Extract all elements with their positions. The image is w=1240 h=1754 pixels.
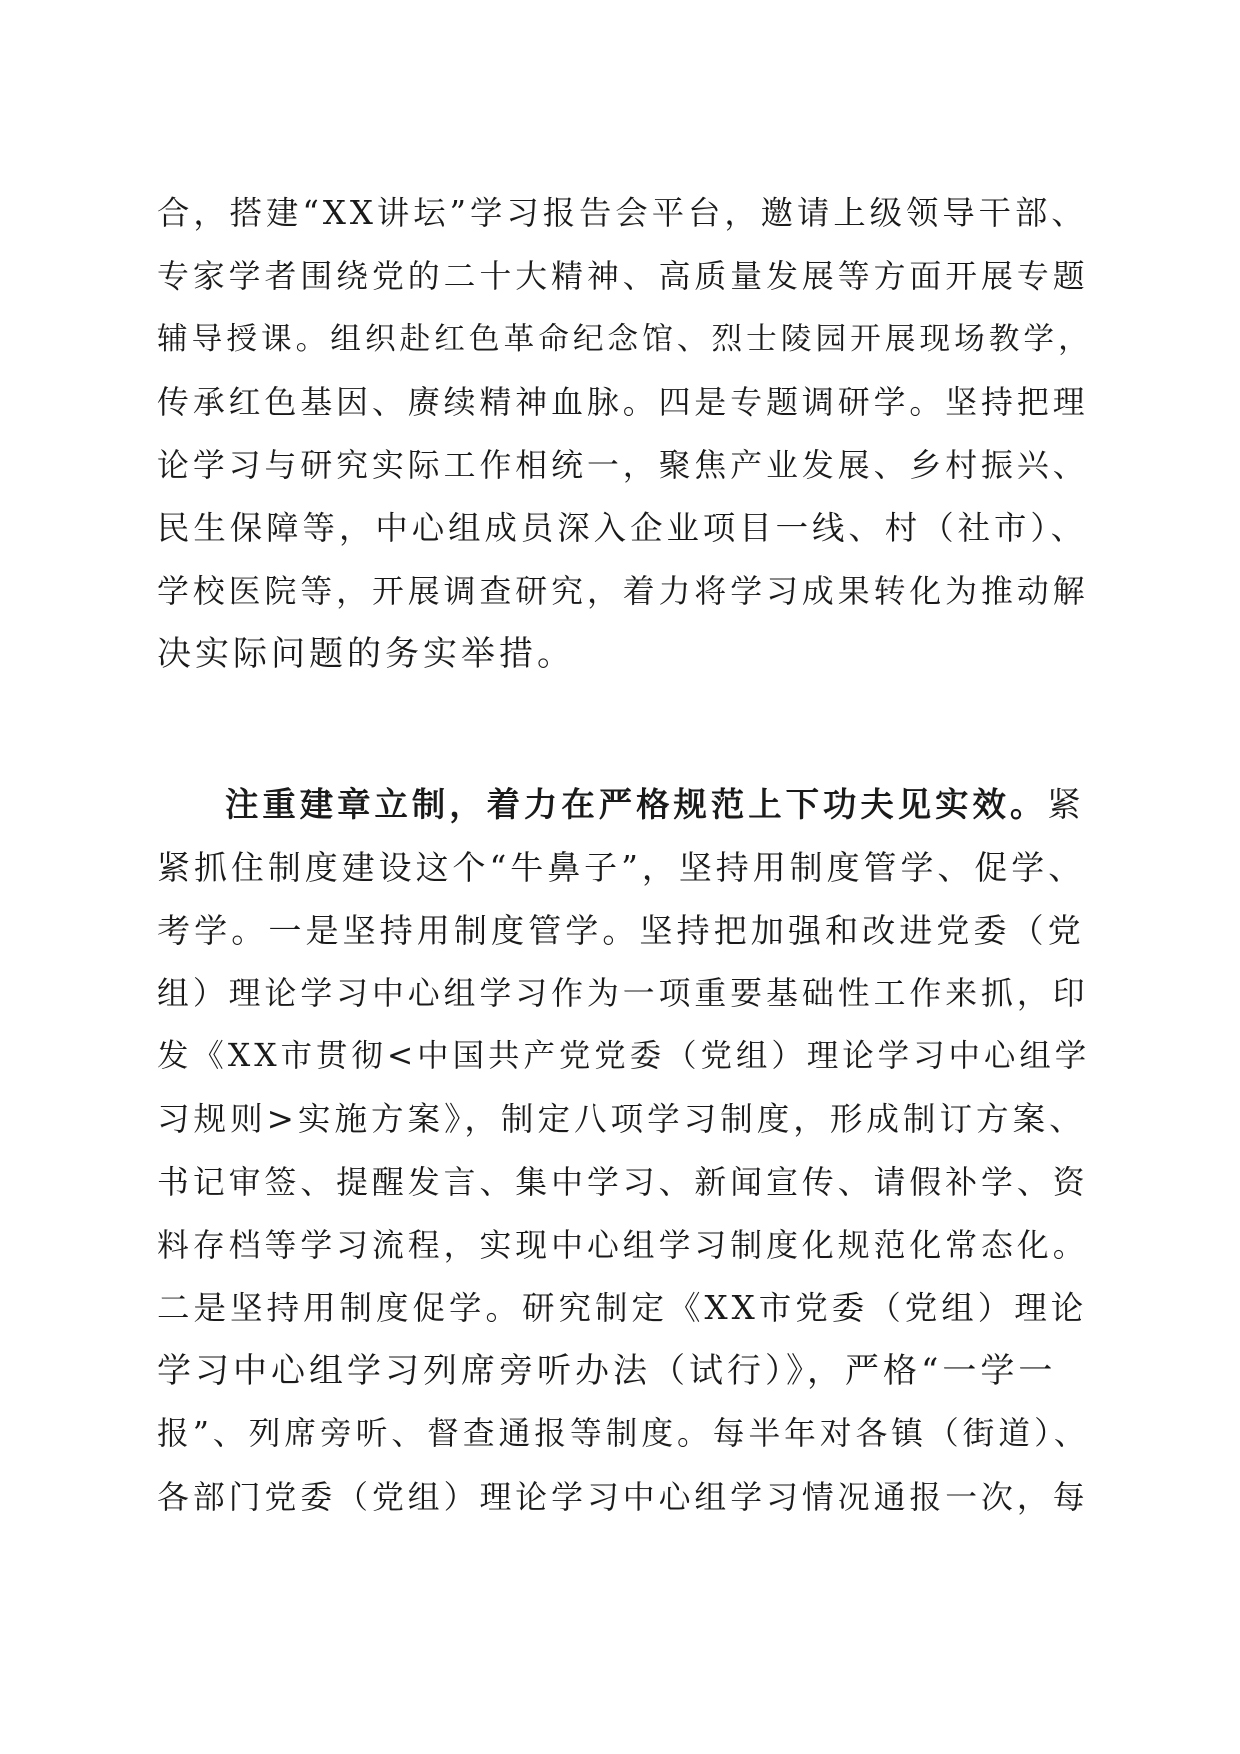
text-line-first	[157, 773, 1087, 836]
text-line: 专家学者围绕党的二十大精神、高质量发展等方面开展专题	[157, 257, 1089, 295]
text-line: 料存档等学习流程，实现中心组学习制度化规范化常态化。	[157, 1226, 1089, 1264]
text-line: 发《XX市贯彻<中国共产党党委（党组）理论学习中心组学	[157, 1038, 1091, 1074]
text-line: 考学。一是坚持用制度管学。坚持把加强和改进党委（党	[157, 911, 1085, 950]
text-line: 报”、列席旁听、督查通报等制度。每半年对各镇（街道）、	[157, 1416, 1090, 1452]
text-line: 组）理论学习中心组学习作为一项重要基础性工作来抓，印	[157, 974, 1089, 1012]
paragraph-institution-building	[157, 773, 1091, 1529]
text-line: 决实际问题的务实举措。	[157, 634, 575, 674]
text-line: 学习中心组学习列席旁听办法（试行）》，严格“一学一	[157, 1351, 1057, 1391]
text-line: 各部门党委（党组）理论学习中心组学习情况通报一次，每	[157, 1478, 1089, 1516]
text-line: 书记审签、提醒发言、集中学习、新闻宣传、请假补学、资	[157, 1163, 1089, 1201]
text-line: 习规则>实施方案》，制定八项学习制度，形成制订方案、	[157, 1100, 1086, 1138]
text-line: 紧抓住制度建设这个“牛鼻子”，坚持用制度管学、促学、	[157, 848, 1086, 887]
text-line: 二是坚持用制度促学。研究制定《XX市党委（党组）理论	[157, 1289, 1088, 1327]
text-line: 辅导授课。组织赴红色革命纪念馆、烈士陵园开展现场教学，	[157, 322, 1093, 357]
text-line: 论学习与研究实际工作相统一，聚焦产业发展、乡村振兴、	[157, 446, 1089, 484]
text-line: 民生保障等，中心组成员深入企业项目一线、村（社市）、	[157, 509, 1087, 547]
section-heading: 注重建章立制，着力在严格规范上下功夫见实效。	[225, 785, 1048, 824]
paragraph-learning-forms	[157, 182, 1093, 686]
text-line: 学校医院等，开展调查研究，着力将学习成果转化为推动解	[157, 572, 1089, 610]
heading-trailing-text: 紧	[1047, 785, 1085, 824]
text-line: 传承红色基因、赓续精神血脉。四是专题调研学。坚持把理	[157, 383, 1089, 421]
text-line: 合，搭建“XX讲坛”学习报告会平台，邀请上级领导干部、	[157, 194, 1088, 232]
